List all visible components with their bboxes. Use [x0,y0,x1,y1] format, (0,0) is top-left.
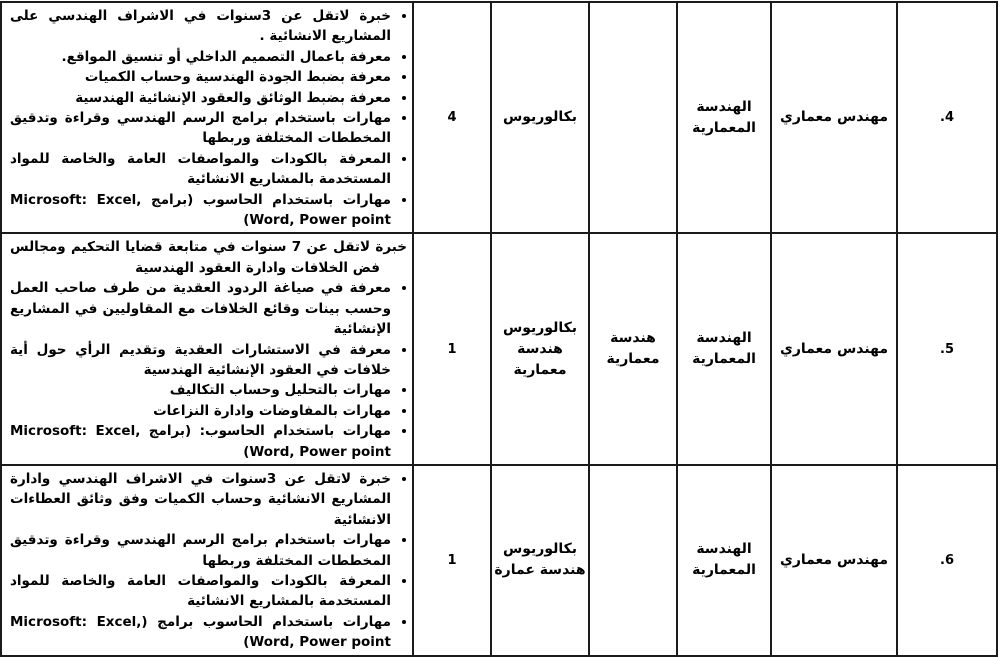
table-row [1,465,997,656]
cell-degree: بكالوريوس هندسة معمارية [491,233,589,464]
requirement-item: • مهارات باستخدام برامج الرسم الهندسي وقراءة وتدقيق المخططات المختلفة وربطها [10,530,391,571]
table-row [1,2,997,233]
requirement-item: • مهارات باستخدام الحاسوب (برامج Microsoft: Excel, Word, Power point) [10,190,391,231]
requirement-item: • معرفة في الاستشارات العقدية وتقديم الرأي حول أية خلافات في العقود الإنشائية الهندسية [10,340,391,381]
requirement-item: • معرفة بضبط الجودة الهندسية وحساب الكميات [10,67,391,87]
cell-sub-specialization [589,465,677,656]
cell-count: 1 [413,233,491,464]
cell-count: 1 [413,465,491,656]
requirement-item: • مهارات باستخدام برامج الرسم الهندسي وقراءة وتدقيق المخططات المختلفة وربطها [10,108,391,149]
requirements-list [10,278,407,462]
requirements-list [10,469,407,653]
requirement-item: • معرفة باعمال التصميم الداخلي أو تنسيق المواقع. [10,47,391,67]
cell-sub-specialization: هندسة معمارية [589,233,677,464]
cell-job-title: مهندس معماري [771,233,897,464]
cell-sub-specialization [589,2,677,233]
requirement-item: • المعرفة بالكودات والمواصفات العامة والخاصة للمواد المستخدمة بالمشاريع الانشائية [10,149,391,190]
requirement-item: • مهارات بالتحليل وحساب التكاليف [10,380,391,400]
cell-specialization: الهندسة المعمارية [677,2,771,233]
cell-requirements [1,2,413,233]
cell-specialization: الهندسة المعمارية [677,233,771,464]
requirement-item: • معرفة بضبط الوثائق والعقود الإنشائية الهندسية [10,88,391,108]
cell-number: 6. [897,465,997,656]
requirements-list [10,6,407,230]
cell-degree: بكالوريوس هندسة عمارة [491,465,589,656]
cell-number: 5. [897,233,997,464]
requirement-item: • مهارات باستخدام الحاسوب: (برامج Microsoft: Excel, Word, Power point) [10,421,391,462]
requirement-item: • المعرفة بالكودات والمواصفات العامة والخاصة للمواد المستخدمة بالمشاريع الانشائية [10,571,391,612]
job-requirements-table [0,1,998,657]
cell-requirements [1,233,413,464]
cell-requirements [1,465,413,656]
requirement-item: • مهارات بالمفاوضات وادارة النزاعات [10,401,391,421]
cell-job-title: مهندس معماري [771,465,897,656]
requirements-intro: خبرة لاتقل عن 7 سنوات في متابعة قضايا التحكيم ومجالس فض الخلافات وادارة العقود الهندسية [10,239,408,276]
cell-job-title: مهندس معماري [771,2,897,233]
cell-degree: بكالوريوس [491,2,589,233]
requirement-item: • معرفة في صياغة الردود العقدية من طرف صاحب العمل وحسب بينات وقائع الخلافات مع المقاوليين في المشاريع الإنشائية [10,278,391,339]
table-row [1,233,997,464]
cell-specialization: الهندسة المعمارية [677,465,771,656]
cell-number: 4. [897,2,997,233]
requirement-item: • خبرة لاتقل عن 3سنوات في الاشراف الهندسي وادارة المشاريع الانشائية وحساب الكميات وفق وثائق العطاءات الانشائية [10,469,391,530]
requirement-item: • خبرة لاتقل عن 3سنوات في الاشراف الهندسي على المشاريع الانشائية . [10,6,391,47]
cell-count: 4 [413,2,491,233]
requirement-item: • مهارات باستخدام الحاسوب برامج (Microsoft: Excel, Word, Power point) [10,612,391,653]
